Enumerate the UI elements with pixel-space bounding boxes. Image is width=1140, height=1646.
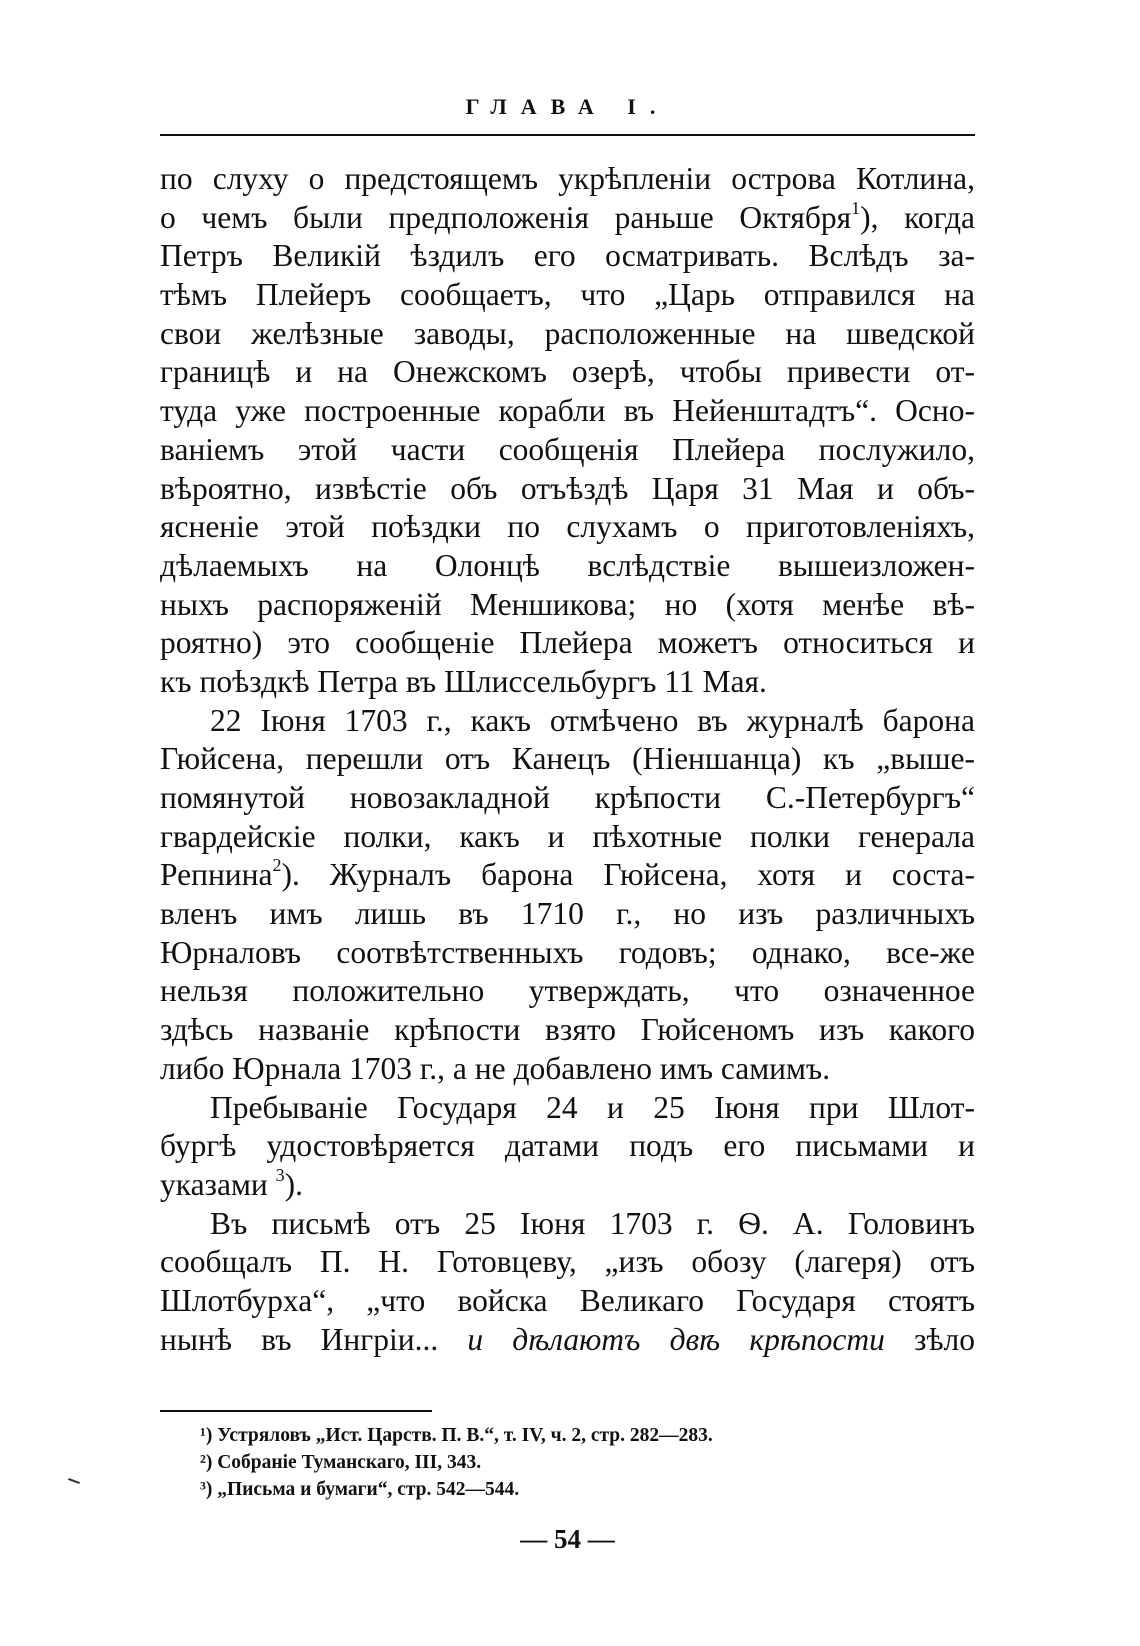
- text-line: Шлотбурха“, „что войска Великаго Государя стоятъ: [160, 1282, 975, 1318]
- chapter-header: ГЛАВА I.: [465, 94, 670, 119]
- text-line: по слуху о предстоящемъ укрѣпленіи острова Котлина,: [160, 161, 975, 196]
- page-number: — 54 —: [520, 1524, 615, 1554]
- text-line: [160, 199, 975, 238]
- body-text: [160, 160, 975, 1359]
- footnote-text: „Письма и бумаги“, стр. 542—544.: [217, 1479, 520, 1500]
- footnote: [200, 1449, 940, 1476]
- footnote-ref: 2: [272, 855, 282, 876]
- footnote-mark: ¹): [200, 1425, 213, 1446]
- text-line: гвардейскіе полки, какъ и пѣхотные полки генерала: [160, 818, 975, 854]
- text-line: вленъ имъ лишь въ 1710 г., но изъ различныхъ: [160, 896, 975, 932]
- text-line: Пребываніе Государя 24 и 25 Іюня при Шлот-: [210, 1089, 975, 1125]
- text-line: Юрналовъ соотвѣтственныхъ годовъ; однако, все-же: [160, 934, 975, 970]
- text-line: роятно) это сообщеніе Плейера можетъ относиться и: [160, 625, 975, 661]
- text-line: 22 Іюня 1703 г., какъ отмѣчено въ журналѣ барона: [210, 702, 975, 738]
- text-line: ваніемъ этой части сообщенія Плейера послужило,: [160, 431, 975, 467]
- text-line: помянутой новозакладной крѣпости С.-Петербургъ“: [160, 780, 975, 815]
- text-line: [160, 1166, 975, 1205]
- text-line: свои желѣзные заводы, расположенные на шведской: [160, 315, 975, 351]
- text-fragment: зѣло: [914, 1321, 976, 1357]
- text-line: вѣроятно, извѣстіе объ отъѣздѣ Царя 31 Мая и объ-: [160, 470, 975, 506]
- text-line: Въ письмѣ отъ 25 Іюня 1703 г. Ѳ. А. Головинъ: [210, 1205, 975, 1241]
- footnote-ref: 1: [851, 197, 861, 218]
- text-fragment: нынѣ въ Ингріи...: [160, 1321, 439, 1357]
- text-line: [160, 856, 975, 895]
- footnote-text: Устряловъ „Ист. Царств. П. В.“, т. IV, ч. 2, стр. 282—283.: [217, 1425, 713, 1446]
- text-line: бургѣ удостовѣряется датами подъ его письмами и: [160, 1128, 975, 1164]
- text-line: здѣсь названіе крѣпости взято Гюйсеномъ изъ какого: [160, 1012, 975, 1048]
- footnote: [200, 1422, 940, 1449]
- footnote-mark: ³): [200, 1479, 213, 1500]
- text-fragment: указами: [160, 1166, 268, 1202]
- text-fragment: о чемъ были предположенія раньше Октября: [160, 199, 852, 235]
- stray-mark: [68, 1478, 80, 1484]
- text-line: тѣмъ Плейеръ сообщаетъ, что „Царь отправился на: [160, 277, 975, 313]
- text-line: Петръ Великій ѣздилъ его осматривать. Вслѣдъ за-: [160, 238, 975, 274]
- footnotes: [200, 1422, 940, 1503]
- text-line: либо Юрнала 1703 г., а не добавлено имъ самимъ.: [160, 1050, 831, 1086]
- footnote-mark: ²): [200, 1452, 213, 1473]
- text-line: дѣлаемыхъ на Олонцѣ вслѣдствіе вышеизложен-: [160, 547, 975, 583]
- text-line: границѣ и на Онежскомъ озерѣ, чтобы привести от-: [160, 354, 975, 390]
- footnote: [200, 1476, 940, 1503]
- text-line: ныхъ распоряженій Меншикова; но (хотя менѣе вѣ-: [160, 586, 975, 622]
- footnote-text: Собраніе Туманскаго, III, 343.: [217, 1452, 482, 1473]
- italic-emphasis: и дѣлаютъ двѣ крѣпости: [467, 1321, 885, 1357]
- text-line: туда уже построенные корабли въ Нейенштадтъ“. Осно-: [160, 393, 975, 429]
- text-line: ясненіе этой поѣздки по слухамъ о приготовленіяхъ,: [160, 509, 975, 545]
- footnote-ref: 3: [275, 1164, 285, 1185]
- text-line: [160, 1321, 975, 1360]
- text-fragment: ).: [284, 1166, 304, 1202]
- text-fragment: ). Журналъ барона Гюйсена, хотя и соста-: [281, 857, 975, 893]
- footnote-rule: [160, 1410, 432, 1412]
- text-fragment: Репнина: [160, 857, 273, 893]
- text-line: Гюйсена, перешли отъ Канецъ (Ніеншанца) къ „выше-: [160, 741, 975, 777]
- text-line: къ поѣздкѣ Петра въ Шлиссельбургъ 11 Мая.: [160, 663, 767, 699]
- text-line: сообщалъ П. Н. Готовцеву, „изъ обозу (лагеря) отъ: [160, 1244, 975, 1280]
- text-fragment: ), когда: [860, 199, 975, 235]
- header-rule: [160, 134, 975, 136]
- text-line: нельзя положительно утверждать, что означенное: [160, 973, 975, 1009]
